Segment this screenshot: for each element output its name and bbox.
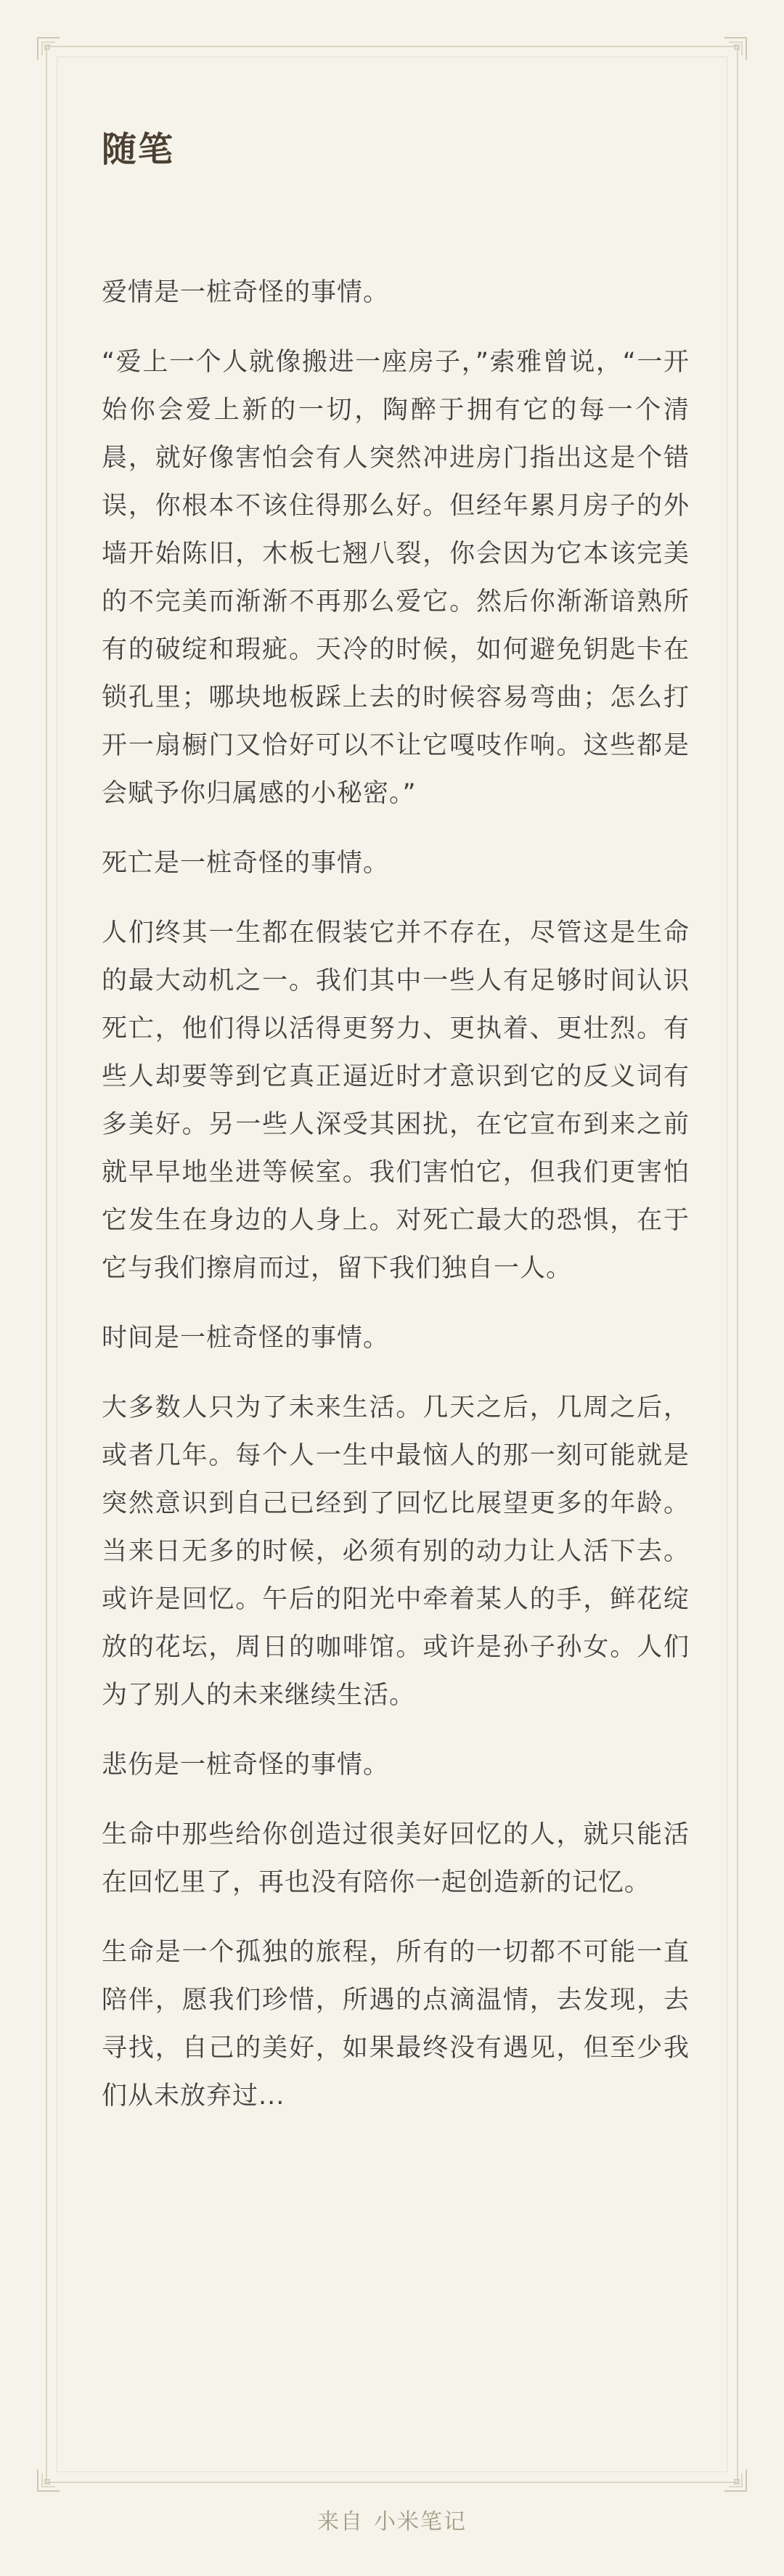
footer-prefix: 来自	[317, 2509, 364, 2535]
note-paragraph: 悲伤是一桩奇怪的事情。	[102, 1750, 390, 1780]
corner-ornament-icon	[723, 2468, 748, 2493]
note-paragraph: “爱上一个人就像搬进一座房子，”索雅曾说，“一开始你会爱上新的一切，陶醉于拥有它的每一个清晨，就好像害怕会有人突然冲进房门指出这是个错误，你根本不该住得那么好。但经年累月房子的外墙开始陈旧，木板七翘八裂，你会因为它本该完美的不完美而渐渐不再那么爱它。然后你渐渐谙熟所有的破绽和瑕疵。天冷的时候，如何避免钥匙卡在锁孔里；哪块地板踩上去的时候容易弯曲；怎么打开一扇橱门又恰好可以不让它嘎吱作响。这些都是会赋予你归属感的小秘密。”	[102, 348, 690, 808]
note-paragraph: 人们终其一生都在假装它并不存在，尽管这是生命的最大动机之一。我们其中一些人有足够时间认识死亡，他们得以活得更努力、更执着、更壮烈。有些人却要等到它真正逼近时才意识到它的反义词有多美好。另一些人深受其困扰，在它宣布到来之前就早早地坐进等候室。我们害怕它，但我们更害怕它发生在身边的人身上。对死亡最大的恐惧，在于它与我们擦肩而过，留下我们独自一人。	[102, 918, 690, 1283]
note-paragraph: 大多数人只为了未来生活。几天之后，几周之后，或者几年。每个人一生中最恼人的那一刻可能就是突然意识到自己已经到了回忆比展望更多的年龄。当来日无多的时候，必须有别的动力让人活下去。或许是回忆。午后的阳光中牵着某人的手，鲜花绽放的花坛，周日的咖啡馆。或许是孙子孙女。人们为了别人的未来继续生活。	[102, 1393, 690, 1710]
corner-ornament-icon	[723, 36, 748, 61]
corner-ornament-icon	[36, 36, 61, 61]
footer-app-name: 小米笔记	[374, 2509, 467, 2535]
note-paragraph: 死亡是一桩奇怪的事情。	[102, 849, 390, 878]
footer-attribution	[0, 2503, 784, 2535]
corner-ornament-icon	[36, 2468, 61, 2493]
note-paragraph: 爱情是一桩奇怪的事情。	[102, 278, 390, 307]
note-paragraph: 时间是一桩奇怪的事情。	[102, 1324, 390, 1353]
note-paragraph: 生命中那些给你创造过很美好回忆的人，就只能活在回忆里了，再也没有陪你一起创造新的记忆。	[102, 1820, 690, 1897]
note-content	[102, 123, 690, 2142]
note-paragraph: 生命是一个孤独的旅程，所有的一切都不可能一直陪伴，愿我们珍惜，所遇的点滴温情，去发现，去寻找，自己的美好，如果最终没有遇见，但至少我们从未放弃过...	[102, 1938, 690, 2111]
note-title: 随笔	[102, 129, 175, 170]
